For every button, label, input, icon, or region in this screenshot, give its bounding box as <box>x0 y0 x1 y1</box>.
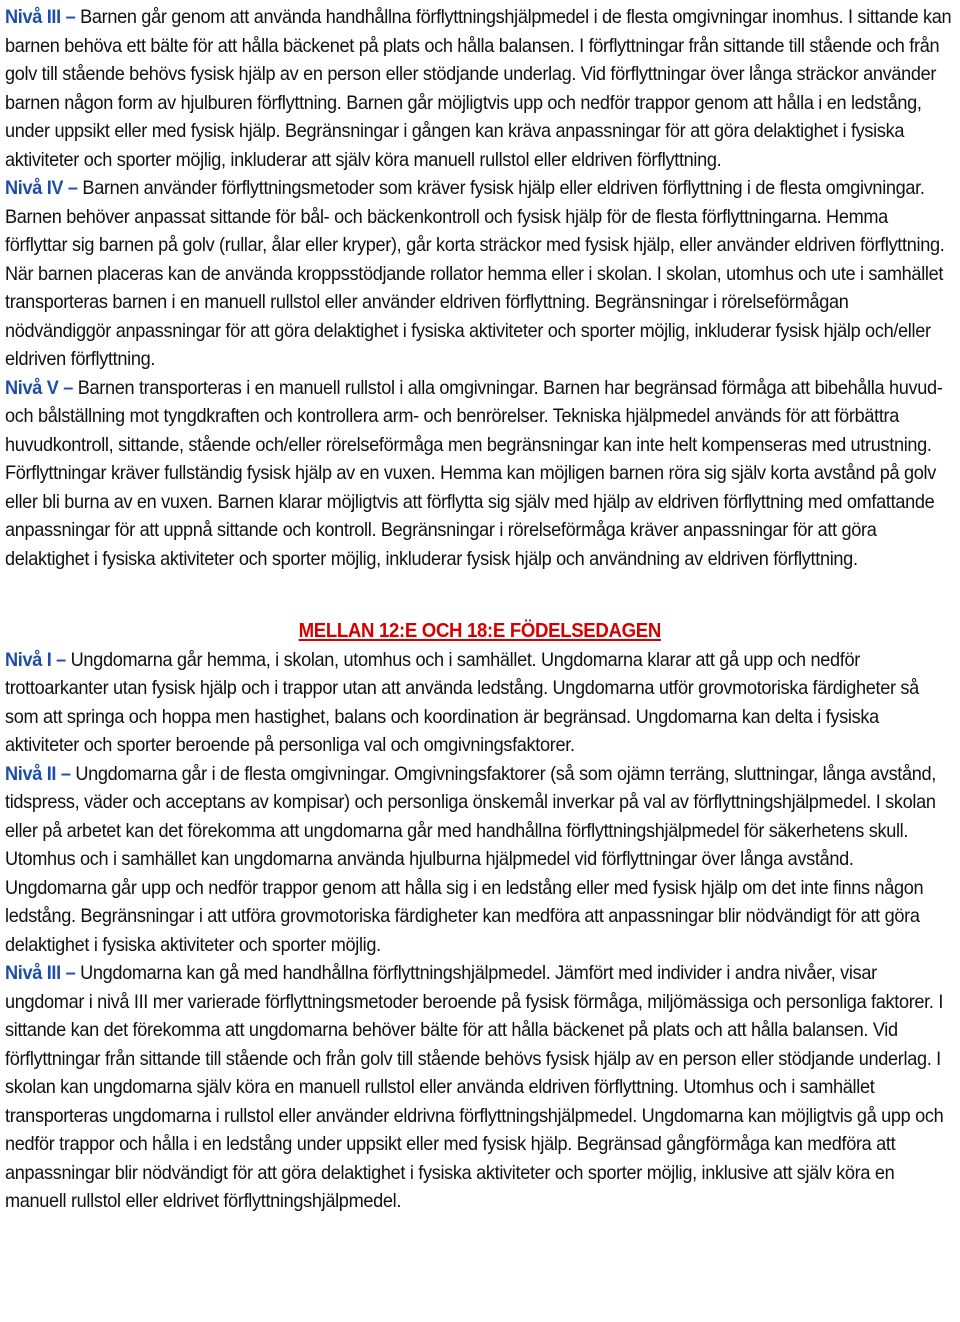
document-page <box>5 3 955 1216</box>
paragraph-level-ii-youth <box>5 760 955 960</box>
level-description: Ungdomarna går i de flesta omgivningar. Omgivningsfaktorer (så som ojämn terräng, sluttningar, långa avstånd, tidspress, väder och acceptans av kompisar) och personliga önskemål inverkar på val av förflyttningshjälpmedel. I skolan eller på arbetet kan det förekomma att ungdomarna går med handhållna förflyttningshjälpmedel för säkerhetens skull. Utomhus och i samhället kan ungdomarna använda hjulburna hjälpmedel vid förflyttningar över långa avstånd. Ungdomarna går upp och nedför trappor genom att hålla sig i en ledstång eller med fysisk hjälp om det inte finns någon ledstång. Begränsningar i att utföra grovmotoriska färdigheter kan medföra att anpassningar blir nödvändigt för att göra delaktighet i fysiska aktiviteter och sporter möjlig. <box>5 762 937 956</box>
level-label: Nivå III <box>5 6 61 28</box>
section-heading: MELLAN 12:E OCH 18:E FÖDELSEDAGEN <box>298 620 661 642</box>
level-label: Nivå II <box>5 762 57 785</box>
paragraph-level-v-children <box>5 374 955 574</box>
dash-separator: – <box>65 6 76 28</box>
level-description: Ungdomarna går hemma, i skolan, utomhus och i samhället. Ungdomarna klarar att gå upp och nedför trottoarkanter utan fysisk hjälp och i trappor utan att använda ledstång. Ungdomarna utför grovmotoriska färdigheter så som att springa och hoppa men hastighet, balans och koordination är begränsad. Ungdomarna kan delta i fysiska aktiviteter och sporter beroende på personliga val och omgivningsfaktorer. <box>5 648 919 756</box>
dash-separator: – <box>65 962 76 984</box>
level-description: Barnen transporteras i en manuell rullstol i alla omgivningar. Barnen har begränsad förmåga att bibehålla huvud- och bålställning mot tyngdkraften och kontrollera arm- och benrörelser. Tekniska hjälpmedel används för att förbättra huvudkontroll, sittande, stående och/eller rörelseförmåga men begränsningar kan inte helt kompenseras med utrustning. Förflyttningar kräver fullständig fysisk hjälp av en vuxen. Hemma kan möjligen barnen röra sig själv korta avstånd på golv eller bli burna av en vuxen. Barnen klarar möjligtvis att förflytta sig själv med hjälp av eldriven förflyttning med omfattande anpassningar för att uppnå sittande och kontroll. Begränsningar i rörelseförmåga kräver anpassningar för att göra delaktighet i fysiska aktiviteter och sporter möjlig, inkluderar fysisk hjälp och användning av eldriven förflyttning. <box>5 376 943 570</box>
level-description: Barnen använder förflyttningsmetoder som kräver fysisk hjälp eller eldriven förflyttning i de flesta omgivningar. Barnen behöver anpassat sittande för bål- och bäckenkontroll och fysisk hjälp för de flesta förflyttningarna. Hemma förflyttar sig barnen på golv (rullar, ålar eller kryper), går korta sträckor med fysisk hjälp, eller använder eldriven förflyttning. När barnen placeras kan de använda kroppsstödjande rollator hemma eller i skolan. I skolan, utomhus och ute i samhället transporteras barnen i en manuell rullstol eller använder eldriven förflyttning. Begränsningar i rörelseförmågan nödvändiggör anpassningar för att göra delaktighet i fysiska aktiviteter och sporter möjlig, inkluderar fysisk hjälp och/eller eldriven förflyttning. <box>5 177 945 370</box>
level-label: Nivå V <box>5 376 59 399</box>
level-label: Nivå IV <box>5 177 64 199</box>
level-description: Barnen går genom att använda handhållna förflyttningshjälpmedel i de flesta omgivningar inomhus. I sittande kan barnen behöva ett bälte för att hålla bäckenet på plats och hålla balansen. I förflyttningar från sittande till stående och från golv till stående behövs fysisk hjälp av en person eller stödjande underlag. Vid förflyttningar över långa sträckor använder barnen någon form av hjulburen förflyttning. Barnen går möjligtvis upp och nedför trappor genom att hålla i en ledstång, under uppsikt eller med fysisk hjälp. Begränsningar i gången kan kräva anpassningar för att göra delaktighet i fysiska aktiviteter och sporter möjlig, inkluderar att själv köra manuell rullstol eller eldriven förflyttning. <box>5 6 952 171</box>
dash-separator: – <box>60 762 71 785</box>
dash-separator: – <box>67 177 78 199</box>
level-label: Nivå I <box>5 648 52 671</box>
paragraph-level-iii-youth <box>5 959 955 1216</box>
paragraph-level-iii-children <box>5 3 955 174</box>
dash-separator: – <box>63 376 73 399</box>
paragraph-level-iv-children <box>5 174 955 374</box>
level-label: Nivå III <box>5 962 61 984</box>
level-description: Ungdomarna kan gå med handhållna förflyttningshjälpmedel. Jämfört med individer i andra nivåer, visar ungdomar i nivå III mer varierade förflyttningsmetoder beroende på fysisk förmåga, miljömässiga och personliga faktorer. I sittande kan det förekomma att ungdomarna behöver bälte för att hålla bäckenet på plats och att hålla balansen. Vid förflyttningar från sittande till stående och från golv till stående behövs fysisk hjälp av en person eller stödjande underlag. I skolan kan ungdomarna själv köra en manuell rullstol eller använda eldriven förflyttning. Utomhus och i samhället transporteras ungdomarna i rullstol eller använder eldrivna förflyttningshjälpmedel. Ungdomarna kan möjligtvis gå upp och nedför trappor och hålla i en ledstång under uppsikt eller med fysisk hjälp. Begränsad gångförmåga kan medföra att anpassningar blir nödvändigt för att göra delaktighet i fysiska aktiviteter och sporter möjlig, inklusive att själv köra en manuell rullstol eller eldrivet förflyttningshjälpmedel. <box>5 962 944 1212</box>
dash-separator: – <box>56 648 66 671</box>
paragraph-level-i-youth <box>5 646 955 760</box>
